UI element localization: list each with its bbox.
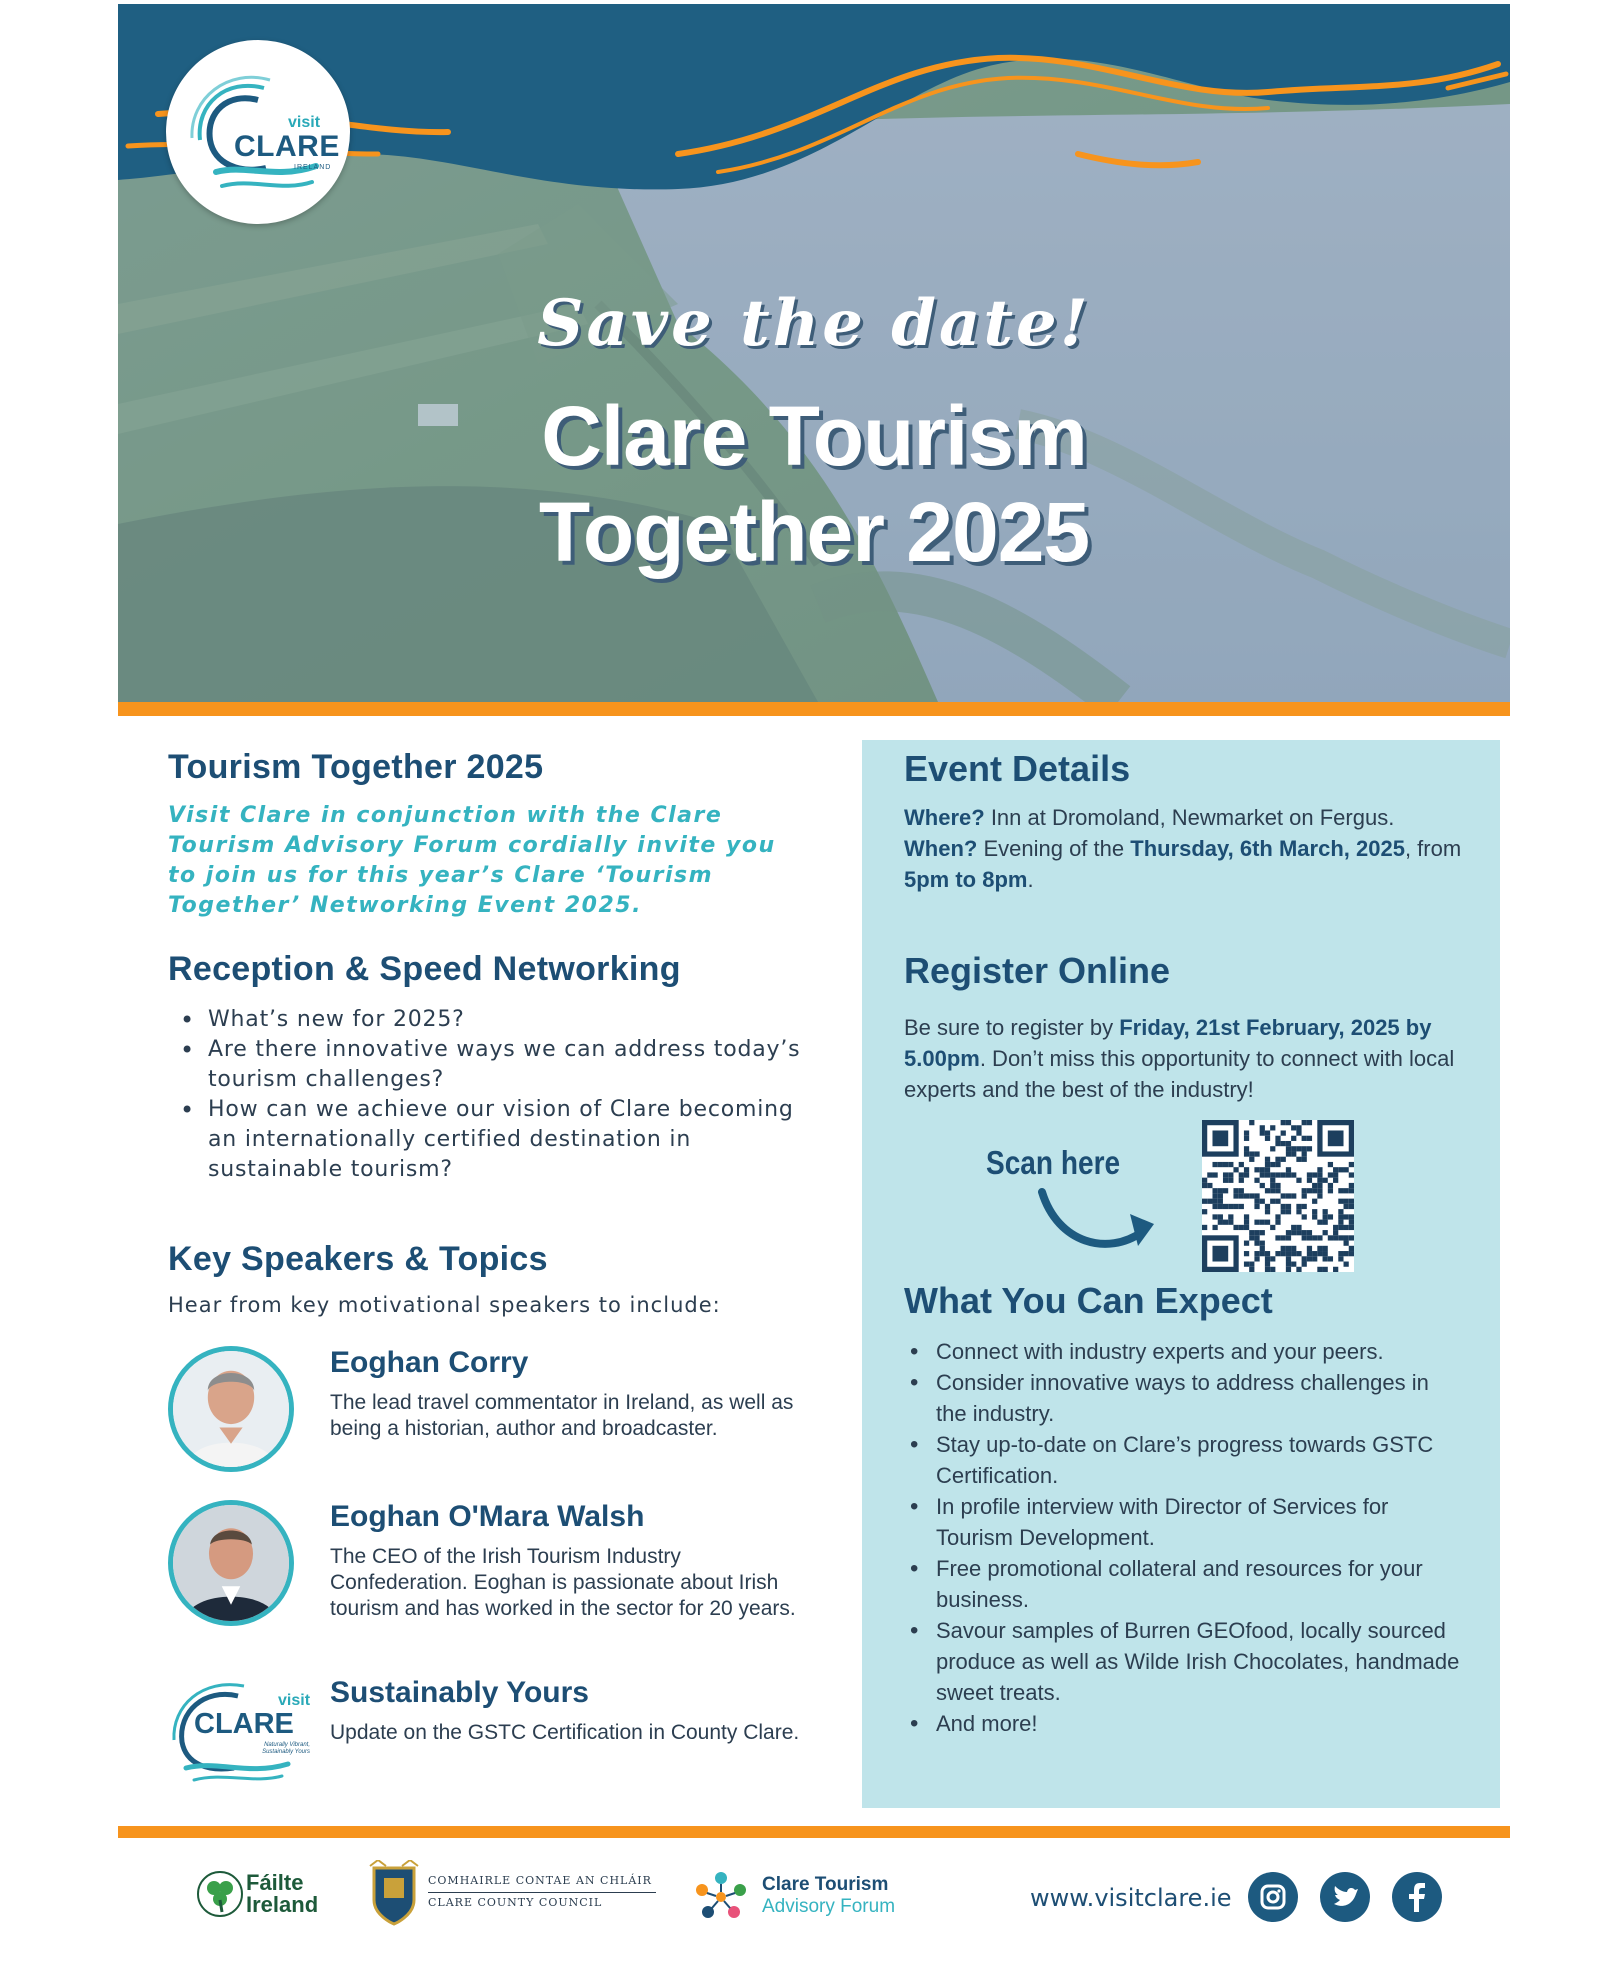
list-item: • Free promotional collateral and resources for your business. [904,1553,1464,1615]
shamrock-icon [196,1870,244,1918]
visit-clare-sustainable-logo [168,1676,311,1788]
speaker-photo-icon [173,1505,289,1621]
logo-ireland-text: IRELAND [294,164,332,171]
topic-name: Sustainably Yours [330,1676,589,1709]
register-prefix: Be sure to register by [904,1015,1114,1040]
register-text [904,1012,1464,1105]
intro-section [168,748,808,921]
expect-heading: What You Can Expect [904,1280,1273,1321]
speakers-heading: Key Speakers & Topics [168,1240,548,1278]
reception-section [168,950,818,1185]
event-where [904,802,1464,833]
speaker-card [168,1676,818,1816]
avatar [168,1500,294,1626]
event-title [118,388,1510,580]
list-item: • What’s new for 2025? [168,1005,818,1035]
event-date: Thursday, 6th March, 2025 [1130,836,1405,861]
expect-list [904,1336,1464,1739]
footer [118,1850,1510,1960]
facebook-icon[interactable] [1392,1872,1442,1922]
intro-text: Visit Clare in conjunction with the Clare Tourism Advisory Forum cordially invite you to join us for this year’s Clare ‘Tourism Together’ Networking Event 2025. [168,803,776,918]
failte-line2: Ireland [246,1892,319,1917]
list-item: • Savour samples of Burren GEOfood, locally sourced produce as well as Wilde Irish Chocolates, handmade sweet treats. [904,1615,1464,1708]
list-item: • Are there innovative ways we can address today’s tourism challenges? [168,1035,818,1095]
twitter-icon[interactable] [1320,1872,1370,1922]
register-deadline: Friday, 21st February, 2025 by 5.00pm [904,1015,1432,1071]
speakers-subheading: Hear from key motivational speakers to include: [168,1293,721,1317]
speaker-description: The lead travel commentator in Ireland, as well as being a historian, author and broadcaster. [330,1391,794,1440]
list-item: • Consider innovative ways to address challenges in the industry. [904,1367,1464,1429]
logo-visit-text: visit [278,1692,311,1709]
list-item: • Connect with industry experts and your peers. [904,1336,1464,1367]
save-the-date-heading: Save the date! [537,286,1091,361]
logo-tagline: Naturally Vibrant, Sustainably Yours [262,1742,310,1755]
event-title-line2: Together 2025 [538,485,1090,579]
when-label: When? [904,836,978,861]
registration-qr-code[interactable] [1202,1120,1354,1272]
website-link[interactable]: www.visitclare.ie [1030,1884,1232,1912]
register-suffix: . Don’t miss this opportunity to connect with local experts and the best of the industry! [904,1046,1455,1102]
when-prefix: Evening of the [983,836,1125,861]
ctaf-name-line1: Clare Tourism [762,1874,889,1895]
when-from: , from [1404,836,1462,861]
speaker-card [168,1500,818,1640]
ctaf-name-line2: Advisory Forum [762,1896,896,1917]
curved-arrow-icon [1038,1184,1158,1264]
county-crest-icon [366,1860,422,1930]
hero-banner [118,4,1510,702]
event-details-heading: Event Details [904,748,1131,789]
intro-heading: Tourism Together 2025 [168,748,544,786]
logo-clare-text: CLARE [194,1708,294,1740]
expect-section [904,1280,1464,1739]
failte-line1: Fáilte [246,1870,304,1895]
logo-clare-text: CLARE [234,130,340,163]
advisory-forum-icon [690,1866,752,1928]
council-name-english: CLARE COUNTY COUNCIL [428,1896,603,1909]
list-item: • How can we achieve our vision of Clare becoming an internationally certified destination in sustainable tourism? [168,1095,818,1185]
failte-ireland-logo [246,1872,318,1916]
instagram-icon[interactable] [1248,1872,1298,1922]
council-name-irish: COMHAIRLE CONTAE AN CHLÁIR [428,1874,652,1887]
event-time: 5pm to 8pm [904,867,1028,892]
list-item: • In profile interview with Director of Services for Tourism Development. [904,1491,1464,1553]
speaker-name: Eoghan Corry [330,1346,529,1379]
hero-divider [118,702,1510,716]
speaker-card [168,1346,818,1486]
scan-here-label: Scan here [986,1144,1121,1181]
list-item: • And more! [904,1708,1464,1739]
logo-visit-text: visit [288,114,321,131]
where-label: Where? [904,805,985,830]
speaker-description: The CEO of the Irish Tourism Industry Confederation. Eoghan is passionate about Irish tourism and has worked in the sector for 20 years. [330,1545,796,1620]
event-title-line1: Clare Tourism [541,389,1087,483]
speaker-name: Eoghan O'Mara Walsh [330,1500,645,1533]
speaker-photo-icon [173,1351,289,1467]
avatar [168,1346,294,1472]
register-section [904,950,1464,1105]
event-details-section [904,748,1464,895]
reception-list [168,1005,818,1185]
council-divider [428,1892,656,1893]
topic-description: Update on the GSTC Certification in County Clare. [330,1721,800,1744]
register-heading: Register Online [904,950,1171,991]
event-when [904,833,1464,895]
list-item: • Stay up-to-date on Clare’s progress towards GSTC Certification. [904,1429,1464,1491]
visit-clare-logo [166,40,350,224]
footer-divider [118,1826,1510,1838]
when-end: . [1027,867,1034,892]
reception-heading: Reception & Speed Networking [168,950,681,988]
speakers-section [168,1240,818,1317]
event-details-panel [862,740,1500,1808]
where-value: Inn at Dromoland, Newmarket on Fergus. [990,805,1395,830]
